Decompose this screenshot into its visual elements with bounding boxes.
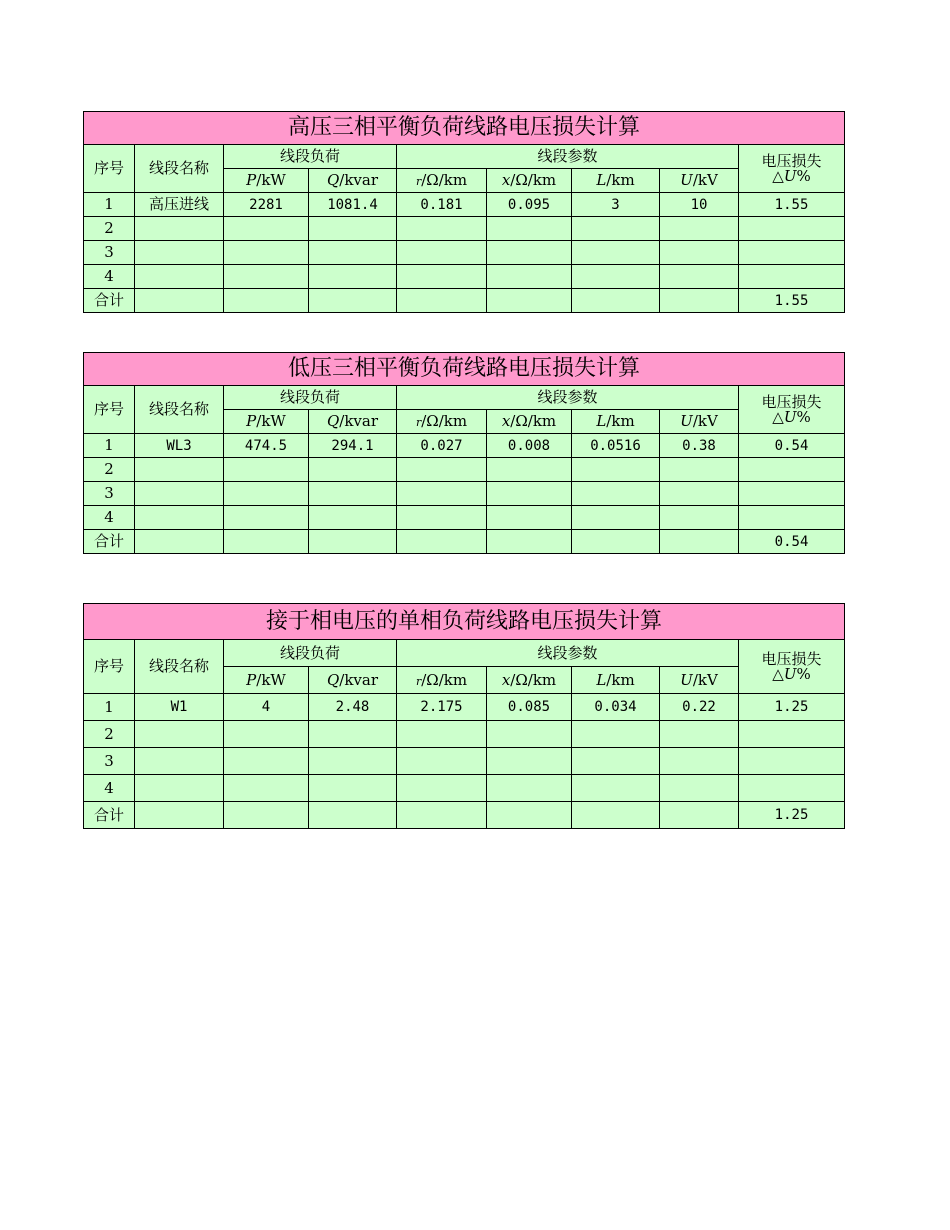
voltage-var: U	[783, 664, 797, 683]
seq-cell[interactable]: 4	[84, 775, 135, 802]
l-var: L	[596, 670, 607, 689]
percent-unit: %	[796, 166, 811, 185]
l-header	[572, 169, 660, 193]
du-cell[interactable]	[739, 458, 845, 482]
seq-cell[interactable]: 1	[84, 434, 135, 458]
q-cell[interactable]	[309, 482, 397, 506]
q-unit: /kvar	[339, 171, 379, 189]
seq-cell[interactable]: 1	[84, 694, 135, 721]
p-var: P	[246, 670, 257, 689]
empty-cell[interactable]	[397, 802, 487, 829]
du-cell[interactable]	[739, 482, 845, 506]
p-cell[interactable]	[224, 217, 309, 241]
table-title: 高压三相平衡负荷线路电压损失计算	[84, 112, 845, 145]
q-cell[interactable]	[309, 775, 397, 802]
q-cell[interactable]	[309, 217, 397, 241]
q-header	[309, 169, 397, 193]
x-unit: /Ω/km	[510, 171, 557, 189]
empty-cell[interactable]	[660, 802, 739, 829]
q-cell[interactable]: 1081.4	[309, 193, 397, 217]
x-var: x	[501, 670, 511, 689]
p-cell[interactable]: 474.5	[224, 434, 309, 458]
empty-cell[interactable]	[572, 802, 660, 829]
u-cell[interactable]	[660, 721, 739, 748]
table-row	[84, 241, 845, 265]
seq-cell[interactable]: 2	[84, 217, 135, 241]
x-unit: /Ω/km	[510, 670, 557, 689]
segment-load-header: 线段负荷	[224, 640, 397, 667]
table-row	[84, 217, 845, 241]
voltage-var: U	[783, 166, 797, 185]
q-cell[interactable]	[309, 748, 397, 775]
empty-cell[interactable]	[660, 530, 739, 554]
l-var: L	[596, 171, 607, 189]
seq-cell[interactable]: 2	[84, 721, 135, 748]
table-row	[84, 721, 845, 748]
empty-cell[interactable]	[572, 289, 660, 313]
p-cell[interactable]	[224, 721, 309, 748]
r-cell[interactable]: 0.027	[397, 434, 487, 458]
name-cell[interactable]	[135, 217, 224, 241]
du-cell[interactable]	[739, 265, 845, 289]
hv-three-phase-table	[83, 111, 845, 313]
q-cell[interactable]	[309, 721, 397, 748]
single-phase-table	[83, 603, 845, 829]
empty-cell[interactable]	[487, 530, 572, 554]
r-var: r	[415, 416, 422, 429]
table-row	[84, 482, 845, 506]
voltage-loss-label: 电压损失	[761, 649, 822, 668]
l-cell[interactable]	[572, 458, 660, 482]
r-cell[interactable]	[397, 241, 487, 265]
r-cell[interactable]	[397, 775, 487, 802]
x-header	[487, 410, 572, 434]
p-cell[interactable]	[224, 506, 309, 530]
segment-name-header: 线段名称	[135, 145, 224, 193]
l-cell[interactable]: 3	[572, 193, 660, 217]
x-cell[interactable]	[487, 458, 572, 482]
du-cell[interactable]: 1.55	[739, 193, 845, 217]
du-cell[interactable]	[739, 217, 845, 241]
l-unit: /km	[606, 670, 635, 689]
empty-cell[interactable]	[309, 289, 397, 313]
u-cell[interactable]	[660, 458, 739, 482]
voltage-loss-header	[739, 386, 845, 434]
du-cell[interactable]	[739, 775, 845, 802]
empty-cell[interactable]	[572, 530, 660, 554]
table-title: 接于相电压的单相负荷线路电压损失计算	[84, 604, 845, 640]
name-cell[interactable]: 高压进线	[135, 193, 224, 217]
seq-header: 序号	[84, 640, 135, 694]
p-cell[interactable]: 4	[224, 694, 309, 721]
seq-cell[interactable]: 4	[84, 265, 135, 289]
empty-cell[interactable]	[135, 802, 224, 829]
seq-cell[interactable]: 1	[84, 193, 135, 217]
x-cell[interactable]	[487, 506, 572, 530]
total-label: 合计	[84, 289, 135, 313]
r-header	[397, 410, 487, 434]
total-du-cell[interactable]: 1.25	[739, 802, 845, 829]
delta-symbol: △	[772, 664, 784, 683]
delta-symbol: △	[772, 166, 784, 185]
u-cell[interactable]	[660, 482, 739, 506]
empty-cell[interactable]	[487, 802, 572, 829]
u-cell[interactable]	[660, 265, 739, 289]
seq-cell[interactable]: 3	[84, 241, 135, 265]
q-header	[309, 667, 397, 694]
q-cell[interactable]	[309, 458, 397, 482]
l-cell[interactable]	[572, 265, 660, 289]
x-cell[interactable]	[487, 241, 572, 265]
u-cell[interactable]: 0.22	[660, 694, 739, 721]
l-var: L	[596, 412, 607, 430]
du-cell[interactable]	[739, 721, 845, 748]
total-label: 合计	[84, 802, 135, 829]
q-cell[interactable]	[309, 265, 397, 289]
r-var: r	[415, 175, 422, 188]
empty-cell[interactable]	[309, 530, 397, 554]
empty-cell[interactable]	[397, 530, 487, 554]
r-unit: /Ω/km	[421, 670, 468, 689]
r-unit: /Ω/km	[421, 412, 468, 430]
p-cell[interactable]	[224, 241, 309, 265]
empty-cell[interactable]	[224, 530, 309, 554]
name-cell[interactable]	[135, 482, 224, 506]
table-title: 低压三相平衡负荷线路电压损失计算	[84, 353, 845, 386]
p-cell[interactable]	[224, 265, 309, 289]
l-cell[interactable]	[572, 506, 660, 530]
l-cell[interactable]: 0.0516	[572, 434, 660, 458]
x-header	[487, 667, 572, 694]
p-cell[interactable]	[224, 748, 309, 775]
table-row	[84, 193, 845, 217]
p-header	[224, 169, 309, 193]
r-cell[interactable]	[397, 482, 487, 506]
u-unit: /kV	[692, 412, 718, 430]
name-cell[interactable]	[135, 241, 224, 265]
r-cell[interactable]	[397, 506, 487, 530]
u-cell[interactable]	[660, 241, 739, 265]
u-cell[interactable]	[660, 748, 739, 775]
voltage-loss-header	[739, 640, 845, 694]
table-row	[84, 458, 845, 482]
empty-cell[interactable]	[660, 289, 739, 313]
lv-three-phase-table	[83, 352, 845, 554]
l-unit: /km	[606, 171, 635, 189]
name-cell[interactable]: W1	[135, 694, 224, 721]
r-cell[interactable]	[397, 217, 487, 241]
empty-cell[interactable]	[224, 289, 309, 313]
r-cell[interactable]	[397, 748, 487, 775]
p-unit: /kW	[256, 412, 286, 430]
x-cell[interactable]: 0.085	[487, 694, 572, 721]
u-cell[interactable]	[660, 217, 739, 241]
empty-cell[interactable]	[309, 802, 397, 829]
voltage-var: U	[783, 407, 797, 426]
segment-name-header: 线段名称	[135, 640, 224, 694]
x-header	[487, 169, 572, 193]
voltage-loss-label: 电压损失	[761, 151, 822, 170]
total-row	[84, 802, 845, 829]
p-cell[interactable]	[224, 458, 309, 482]
q-var: Q	[326, 670, 340, 689]
empty-cell[interactable]	[135, 289, 224, 313]
u-header	[660, 410, 739, 434]
seq-cell[interactable]: 4	[84, 506, 135, 530]
x-var: x	[501, 412, 511, 430]
x-cell[interactable]	[487, 265, 572, 289]
u-cell[interactable]: 0.38	[660, 434, 739, 458]
q-var: Q	[326, 171, 340, 189]
u-cell[interactable]	[660, 506, 739, 530]
name-cell[interactable]	[135, 775, 224, 802]
p-header	[224, 410, 309, 434]
r-var: r	[415, 674, 422, 688]
name-cell[interactable]	[135, 458, 224, 482]
x-var: x	[501, 171, 511, 189]
l-cell[interactable]	[572, 721, 660, 748]
q-cell[interactable]	[309, 506, 397, 530]
segment-params-header: 线段参数	[397, 386, 739, 410]
voltage-loss-label: 电压损失	[761, 392, 822, 411]
x-cell[interactable]	[487, 217, 572, 241]
l-cell[interactable]	[572, 241, 660, 265]
l-cell[interactable]: 0.034	[572, 694, 660, 721]
empty-cell[interactable]	[397, 289, 487, 313]
r-cell[interactable]	[397, 721, 487, 748]
x-cell[interactable]	[487, 748, 572, 775]
p-unit: /kW	[256, 670, 286, 689]
total-du-cell[interactable]: 1.55	[739, 289, 845, 313]
p-var: P	[246, 412, 257, 430]
name-cell[interactable]	[135, 506, 224, 530]
seq-cell[interactable]: 3	[84, 482, 135, 506]
segment-name-header: 线段名称	[135, 386, 224, 434]
table-row	[84, 748, 845, 775]
r-cell[interactable]: 2.175	[397, 694, 487, 721]
delta-symbol: △	[772, 407, 784, 426]
l-cell[interactable]	[572, 217, 660, 241]
seq-cell[interactable]: 3	[84, 748, 135, 775]
x-cell[interactable]	[487, 721, 572, 748]
u-header	[660, 667, 739, 694]
p-cell[interactable]	[224, 482, 309, 506]
l-header	[572, 667, 660, 694]
q-cell[interactable]: 294.1	[309, 434, 397, 458]
u-cell[interactable]: 10	[660, 193, 739, 217]
u-unit: /kV	[692, 171, 718, 189]
p-header	[224, 667, 309, 694]
du-cell[interactable]	[739, 506, 845, 530]
seq-header: 序号	[84, 145, 135, 193]
r-header	[397, 169, 487, 193]
r-cell[interactable]: 0.181	[397, 193, 487, 217]
name-cell[interactable]	[135, 748, 224, 775]
u-var: U	[680, 412, 693, 430]
r-header	[397, 667, 487, 694]
du-cell[interactable]: 1.25	[739, 694, 845, 721]
l-cell[interactable]	[572, 482, 660, 506]
x-cell[interactable]: 0.095	[487, 193, 572, 217]
l-cell[interactable]	[572, 748, 660, 775]
name-cell[interactable]	[135, 721, 224, 748]
u-unit: /kV	[692, 670, 718, 689]
q-header	[309, 410, 397, 434]
q-cell[interactable]	[309, 241, 397, 265]
p-var: P	[246, 171, 257, 189]
segment-load-header: 线段负荷	[224, 386, 397, 410]
q-cell[interactable]: 2.48	[309, 694, 397, 721]
l-unit: /km	[606, 412, 635, 430]
du-cell[interactable]	[739, 241, 845, 265]
percent-unit: %	[796, 407, 811, 426]
table-row	[84, 506, 845, 530]
l-cell[interactable]	[572, 775, 660, 802]
q-unit: /kvar	[339, 412, 379, 430]
r-unit: /Ω/km	[421, 171, 468, 189]
empty-cell[interactable]	[224, 802, 309, 829]
x-cell[interactable]: 0.008	[487, 434, 572, 458]
total-row	[84, 289, 845, 313]
p-cell[interactable]: 2281	[224, 193, 309, 217]
total-du-cell[interactable]: 0.54	[739, 530, 845, 554]
q-var: Q	[326, 412, 340, 430]
r-cell[interactable]	[397, 458, 487, 482]
total-label: 合计	[84, 530, 135, 554]
x-cell[interactable]	[487, 482, 572, 506]
total-row	[84, 530, 845, 554]
du-cell[interactable]	[739, 748, 845, 775]
u-var: U	[680, 171, 693, 189]
name-cell[interactable]: WL3	[135, 434, 224, 458]
segment-params-header: 线段参数	[397, 145, 739, 169]
u-cell[interactable]	[660, 775, 739, 802]
p-cell[interactable]	[224, 775, 309, 802]
name-cell[interactable]	[135, 265, 224, 289]
voltage-loss-header	[739, 145, 845, 193]
q-unit: /kvar	[339, 670, 379, 689]
p-unit: /kW	[256, 171, 286, 189]
du-cell[interactable]: 0.54	[739, 434, 845, 458]
segment-params-header: 线段参数	[397, 640, 739, 667]
u-var: U	[680, 670, 693, 689]
r-cell[interactable]	[397, 265, 487, 289]
table-row	[84, 434, 845, 458]
empty-cell[interactable]	[487, 289, 572, 313]
x-unit: /Ω/km	[510, 412, 557, 430]
table-row	[84, 265, 845, 289]
x-cell[interactable]	[487, 775, 572, 802]
l-header	[572, 410, 660, 434]
seq-header: 序号	[84, 386, 135, 434]
table-row	[84, 775, 845, 802]
percent-unit: %	[796, 664, 811, 683]
empty-cell[interactable]	[135, 530, 224, 554]
table-row	[84, 694, 845, 721]
u-header	[660, 169, 739, 193]
segment-load-header: 线段负荷	[224, 145, 397, 169]
seq-cell[interactable]: 2	[84, 458, 135, 482]
